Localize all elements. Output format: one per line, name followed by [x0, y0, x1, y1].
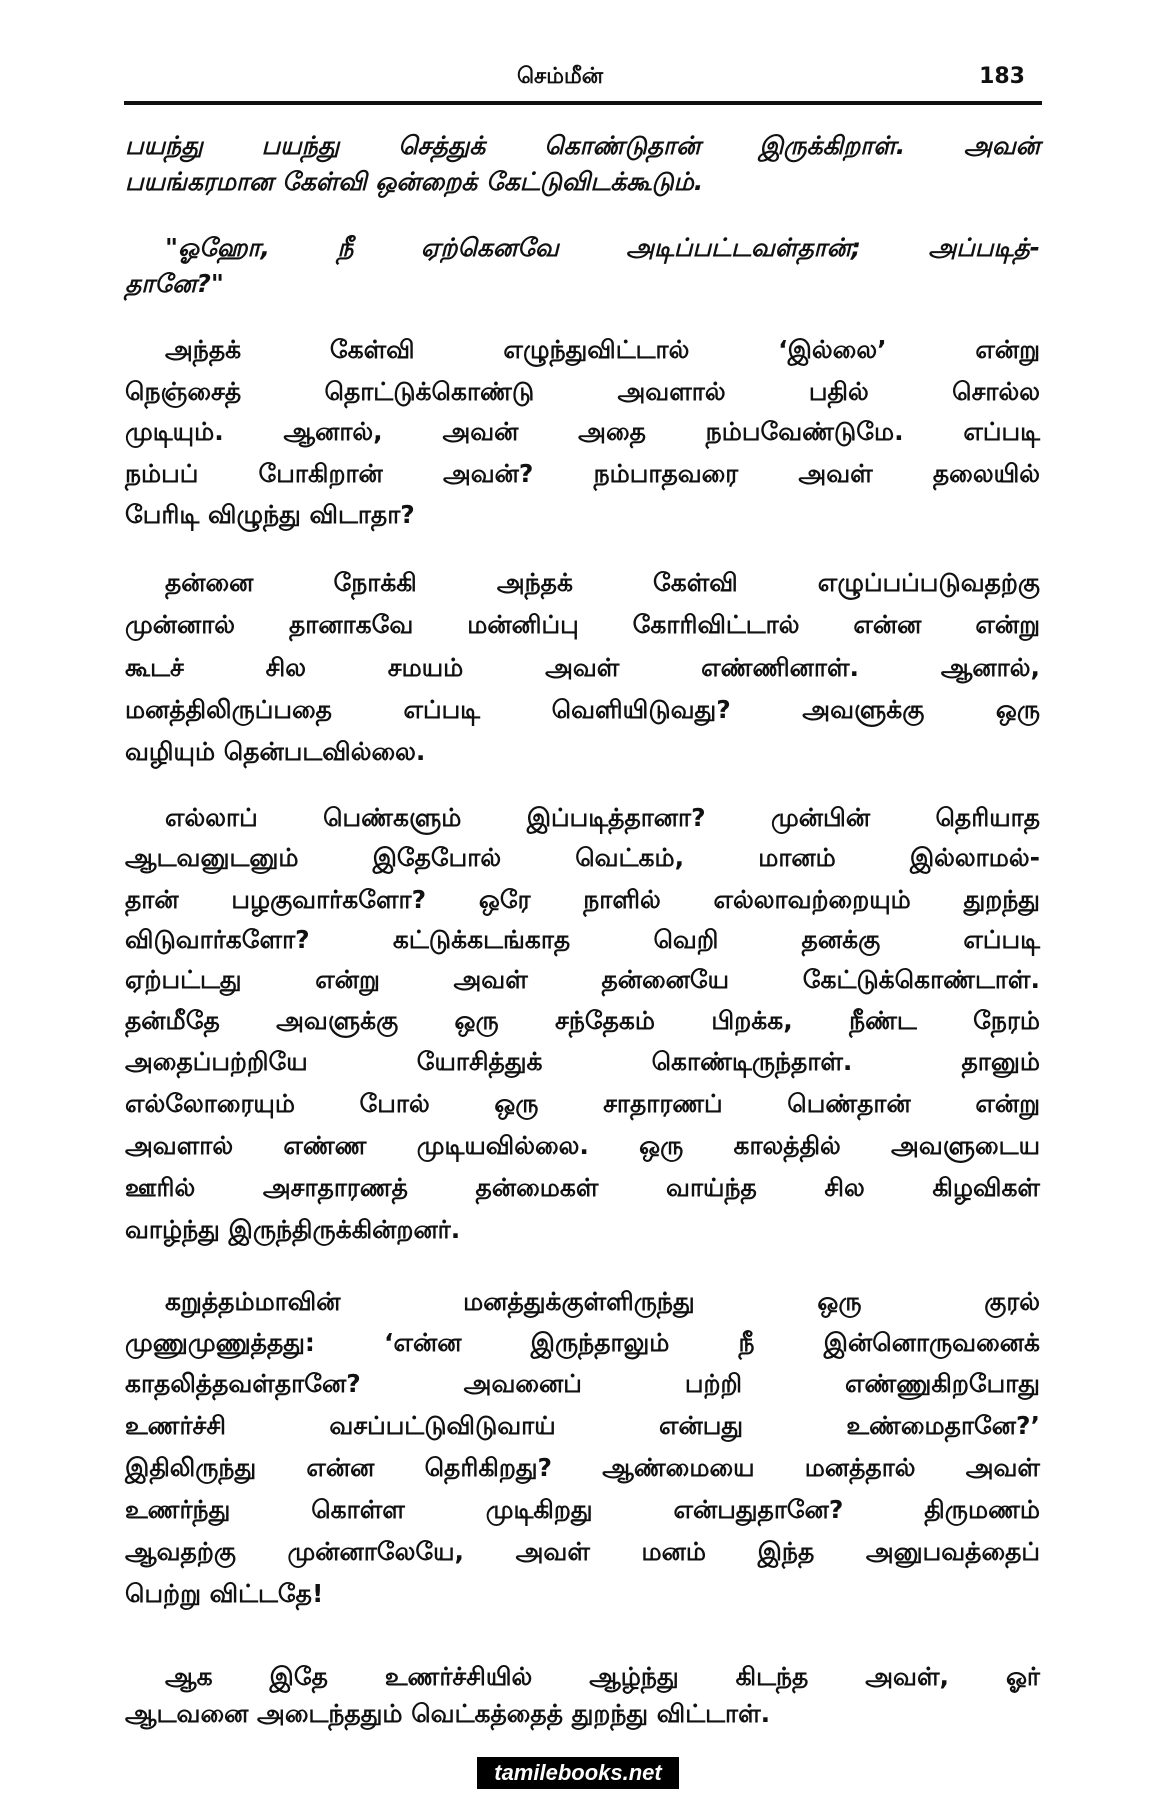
text-line: தன்மீதே அவளுக்கு ஒரு சந்தேகம் பிறக்க, நீண்ட நேரம்: [125, 1006, 1040, 1035]
text-line: பயந்து பயந்து செத்துக் கொண்டுதான் இருக்கிறாள். அவன்: [125, 131, 1040, 160]
text-line: தானே?": [125, 269, 224, 298]
text-line: ஊரில் அசாதாரணத் தன்மைகள் வாய்ந்த சில கிழவிகள்: [125, 1173, 1040, 1202]
header-rule: [124, 101, 1042, 105]
text-line: வழியும் தென்படவில்லை.: [125, 737, 426, 766]
text-line: ஆடவனுடனும் இதேபோல் வெட்கம், மானம் இல்லாமல்-: [125, 843, 1040, 872]
text-line: முன்னால் தானாகவே மன்னிப்பு கோரிவிட்டால் என்ன என்று: [125, 610, 1040, 639]
text-line: அவளால் எண்ண முடியவில்லை. ஒரு காலத்தில் அவளுடைய: [125, 1131, 1040, 1160]
text-line: தன்னை நோக்கி அந்தக் கேள்வி எழுப்பப்படுவதற்கு: [165, 568, 1040, 597]
text-line: கூடச் சில சமயம் அவள் எண்ணினாள். ஆனால்,: [125, 653, 1040, 682]
page-number: 183: [979, 64, 1025, 89]
text-line: நம்பப் போகிறான் அவன்? நம்பாதவரை அவள் தலையில்: [125, 459, 1040, 488]
text-line: எல்லோரையும் போல் ஒரு சாதாரணப் பெண்தான் என்று: [125, 1089, 1040, 1118]
text-line: தான் பழகுவார்களோ? ஒரே நாளில் எல்லாவற்றையும் துறந்து: [125, 885, 1040, 914]
text-line: நெஞ்சைத் தொட்டுக்கொண்டு அவளால் பதில் சொல்ல: [125, 377, 1040, 406]
text-line: ஆவதற்கு முன்னாலேயே, அவள் மனம் இந்த அனுபவத்தைப்: [125, 1537, 1040, 1566]
text-line: "ஓஹோ, நீ ஏற்கெனவே அடிப்பட்டவள்தான்; அப்படித்-: [165, 233, 1040, 262]
text-line: வாழ்ந்து இருந்திருக்கின்றனர்.: [125, 1215, 461, 1244]
text-line: பேரிடி விழுந்து விடாதா?: [125, 500, 415, 529]
text-line: எல்லாப் பெண்களும் இப்படித்தானா? முன்பின் தெரியாத: [165, 803, 1040, 832]
text-line: பெற்று விட்டதே!: [125, 1579, 324, 1608]
text-line: உணர்ச்சி வசப்பட்டுவிடுவாய் என்பது உண்மைதானே?’: [125, 1411, 1040, 1440]
text-line: பயங்கரமான கேள்வி ஒன்றைக் கேட்டுவிடக்கூடும்.: [125, 167, 704, 196]
text-line: இதிலிருந்து என்ன தெரிகிறது? ஆண்மையை மனத்தால் அவள்: [125, 1453, 1040, 1482]
watermark: tamilebooks.net: [477, 1757, 679, 1789]
text-line: உணர்ந்து கொள்ள முடிகிறது என்பதுதானே? திருமணம்: [125, 1495, 1040, 1524]
running-header-title: செம்மீன்: [516, 64, 604, 89]
text-line: முணுமுணுத்தது: ‘என்ன இருந்தாலும் நீ இன்னொருவனைக்: [125, 1328, 1040, 1357]
text-line: விடுவார்களோ? கட்டுக்கடங்காத வெறி தனக்கு எப்படி: [125, 925, 1040, 954]
text-line: அந்தக் கேள்வி எழுந்துவிட்டால் ‘இல்லை’ என்று: [165, 335, 1040, 364]
text-line: கறுத்தம்மாவின் மனத்துக்குள்ளிருந்து ஒரு குரல்: [165, 1287, 1040, 1316]
text-line: ஆடவனை அடைந்ததும் வெட்கத்தைத் துறந்து விட்டாள்.: [125, 1699, 771, 1728]
text-line: காதலித்தவள்தானே? அவனைப் பற்றி எண்ணுகிறபோது: [125, 1369, 1040, 1398]
text-line: ஏற்பட்டது என்று அவள் தன்னையே கேட்டுக்கொண்டாள்.: [125, 965, 1040, 994]
text-line: மனத்திலிருப்பதை எப்படி வெளியிடுவது? அவளுக்கு ஒரு: [125, 695, 1040, 724]
text-line: முடியும். ஆனால், அவன் அதை நம்பவேண்டுமே. எப்படி: [125, 417, 1040, 446]
text-line: அதைப்பற்றியே யோசித்துக் கொண்டிருந்தாள். தானும்: [125, 1047, 1040, 1076]
text-line: ஆக இதே உணர்ச்சியில் ஆழ்ந்து கிடந்த அவள், ஓர்: [165, 1662, 1040, 1691]
